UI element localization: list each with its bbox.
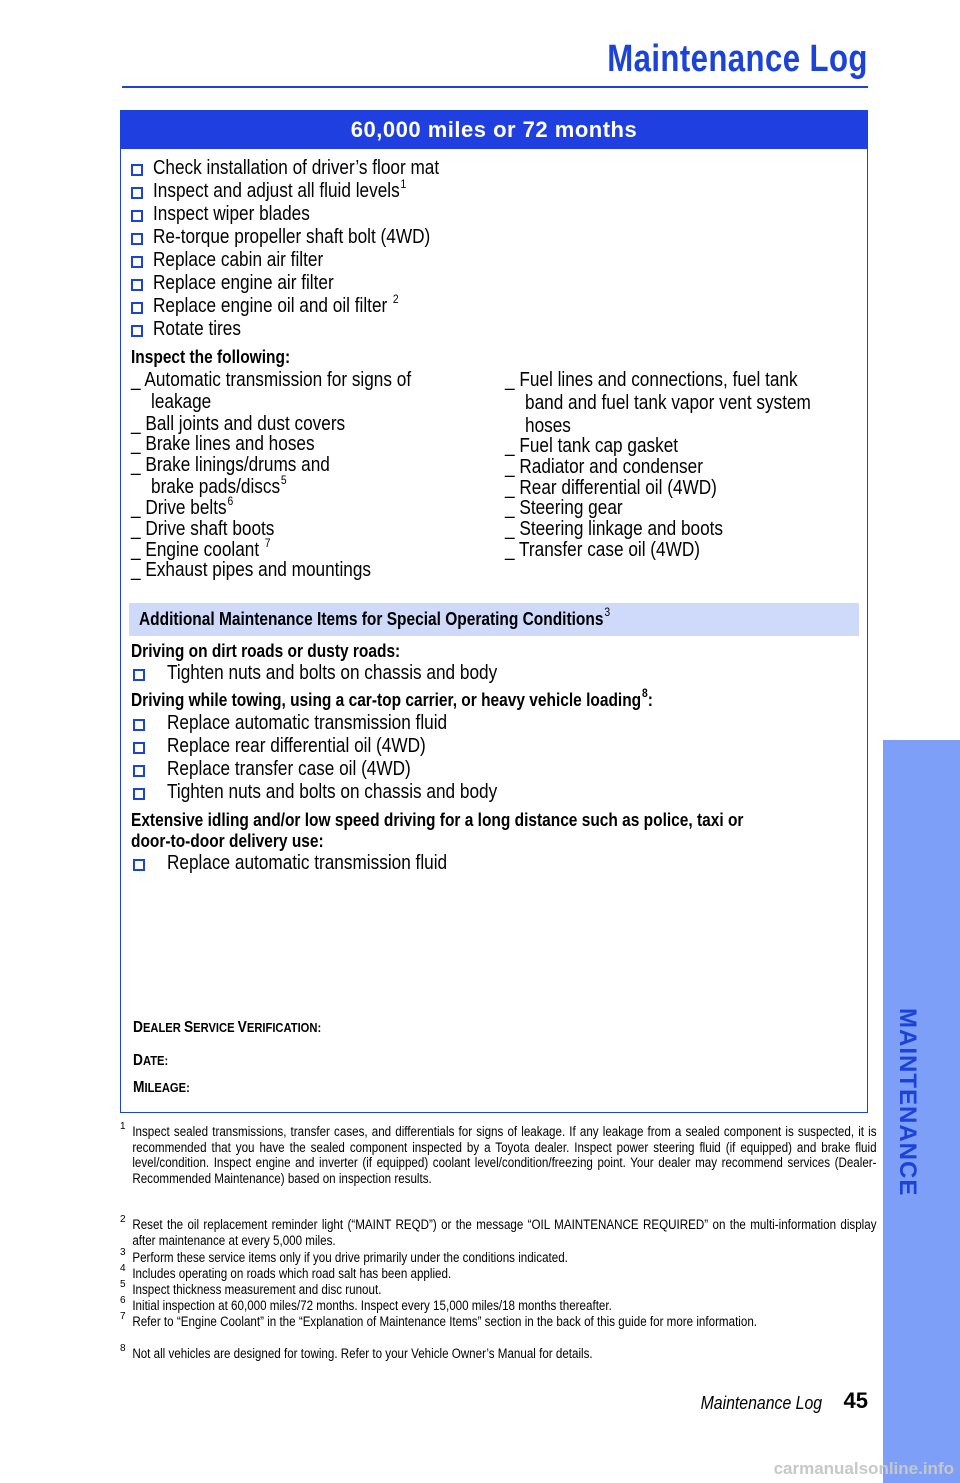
checklist-item: Inspect and adjust all fluid levels$^1$ <box>153 177 407 202</box>
inspect-item: _ Drive belts$^6$ <box>131 494 234 519</box>
condition-item: Replace automatic transmission fluid <box>167 852 448 874</box>
footnote-text: Not all vehicles are designed for towing. Refer to your Vehicle Owner’s Manual for details. <box>132 1346 593 1361</box>
footnote-text: Inspect sealed transmissions, transfer cases, and differentials for signs of leakage. If any leakage from a sealed component is suspected, it is recommended that you have the sealed component inspected by a Toyota dealer. Inspect power steering fluid (if equipped) and brake fluid level/condition. Inspect engine and inverter (if equipped) coolant level/condition/freezing point. Your dealer may recommend services (Dealer-Recommended Maintenance) based on inspection results. <box>132 1124 877 1186</box>
checkbox[interactable] <box>131 164 143 176</box>
checkbox[interactable] <box>133 788 145 800</box>
inspect-item: _ Ball joints and dust covers <box>131 413 346 435</box>
footnote-number: 1 <box>120 1121 126 1132</box>
inspect-item: _ Automatic transmission for signs of <box>131 369 412 391</box>
checkbox[interactable] <box>133 669 145 681</box>
footnote <box>120 1279 868 1298</box>
inspect-item: _ Rear differential oil (4WD) <box>505 477 717 499</box>
inspect-item: _ Exhaust pipes and mountings <box>131 559 372 581</box>
inspect-item: _ Steering gear <box>505 497 623 519</box>
footnote-number: 2 <box>120 1214 126 1225</box>
footnote-text: Inspect thickness measurement and disc runout. <box>132 1282 382 1297</box>
condition-item: Replace rear differential oil (4WD) <box>167 735 426 757</box>
inspect-item: _ Drive shaft boots <box>131 518 275 540</box>
inspect-item: _ Brake lines and hoses <box>131 433 315 455</box>
footnote <box>120 1263 868 1282</box>
inspect-item: _ Fuel tank cap gasket <box>505 435 679 457</box>
footnote-text: Refer to “Engine Coolant” in the “Explanation of Maintenance Items” section in the back of this guide for more information. <box>132 1314 758 1329</box>
maintenance-card <box>120 110 868 1113</box>
footnote-number: 4 <box>120 1263 126 1274</box>
inspect-item: _ Engine coolant $^7$ <box>131 536 271 561</box>
watermark: carmanualsonline.info <box>773 1459 954 1478</box>
checkbox[interactable] <box>131 256 143 268</box>
inspect-item: _ Fuel lines and connections, fuel tank <box>505 369 798 391</box>
checkbox[interactable] <box>131 210 143 222</box>
footnote <box>120 1311 868 1330</box>
checklist-item: Replace cabin air filter <box>153 249 324 271</box>
dealer-verification-label[interactable]: DEALER SERVICE VERIFICATION: <box>133 1019 322 1036</box>
additional-items-header <box>129 603 859 636</box>
additional-items-title: Additional Maintenance Items for Special Operating Conditions$^3$ <box>139 605 611 629</box>
side-tab-label: MAINTENANCE <box>894 1008 921 1197</box>
date-label[interactable]: DATE: <box>133 1052 169 1069</box>
footnote-text: Reset the oil replacement reminder light (“MAINT REQD”) or the message “OIL MAINTENANCE REQUIRED” on the multi-information display after maintenance at every 5,000 miles. <box>132 1217 877 1248</box>
mileage-label[interactable]: MILEAGE: <box>133 1079 190 1096</box>
inspect-item: band and fuel tank vapor vent system <box>525 392 811 414</box>
footnote-number: 8 <box>120 1343 126 1354</box>
checkbox[interactable] <box>131 233 143 245</box>
checklist-item: Replace engine air filter <box>153 272 334 294</box>
footnote <box>120 1214 877 1248</box>
condition-item: Replace automatic transmission fluid <box>167 712 448 734</box>
inspect-item: _ Transfer case oil (4WD) <box>505 539 700 561</box>
footnote <box>120 1343 868 1362</box>
inspect-item: brake pads/discs$^5$ <box>151 473 287 498</box>
checklist-item: Replace engine oil and oil filter $^2$ <box>153 292 399 317</box>
inspect-item: _ Radiator and condenser <box>505 456 703 478</box>
dirt-roads-heading: Driving on dirt roads or dusty roads: <box>131 641 401 661</box>
idling-heading-line1: Extensive idling and/or low speed driving for a long distance such as police, taxi or <box>131 810 744 830</box>
footnote-number: 7 <box>120 1311 126 1322</box>
footnote <box>120 1295 868 1314</box>
inspect-item: hoses <box>525 415 571 437</box>
footer-section-label: Maintenance Log <box>700 1393 822 1413</box>
checklist-item: Rotate tires <box>153 318 241 340</box>
page-number: 45 <box>843 1388 868 1413</box>
checkbox[interactable] <box>133 719 145 731</box>
checkbox[interactable] <box>133 859 145 871</box>
checkbox[interactable] <box>133 742 145 754</box>
checkbox[interactable] <box>133 765 145 777</box>
footnote-number: 5 <box>120 1279 126 1290</box>
towing-heading: Driving while towing, using a car-top carrier, or heavy vehicle loading$^8$: <box>131 686 653 710</box>
inspect-item: _ Brake linings/drums and <box>131 454 330 476</box>
footnote <box>120 1121 877 1186</box>
side-section-tab[interactable] <box>883 740 960 1483</box>
footnote <box>120 1247 868 1266</box>
card-header: 60,000 miles or 72 months <box>121 111 867 149</box>
checkbox[interactable] <box>131 279 143 291</box>
footnote-number: 3 <box>120 1247 126 1258</box>
condition-item: Tighten nuts and bolts on chassis and body <box>167 781 498 803</box>
page-title: Maintenance Log <box>607 38 868 80</box>
checkbox[interactable] <box>131 187 143 199</box>
checkbox[interactable] <box>131 302 143 314</box>
footnote-number: 6 <box>120 1295 126 1306</box>
idling-heading-line2: door-to-door delivery use: <box>131 831 324 851</box>
checklist-item: Re-torque propeller shaft bolt (4WD) <box>153 226 431 248</box>
inspect-heading: Inspect the following: <box>131 347 291 367</box>
inspect-item: _ Steering linkage and boots <box>505 518 724 540</box>
footnote-text: Initial inspection at 60,000 miles/72 months. Inspect every 15,000 miles/18 months thereafter. <box>132 1298 612 1313</box>
checklist-item: Inspect wiper blades <box>153 203 310 225</box>
footnote-text: Perform these service items only if you drive primarily under the conditions indicated. <box>132 1250 568 1265</box>
inspect-item: leakage <box>151 391 212 413</box>
checkbox[interactable] <box>131 325 143 337</box>
checklist-item: Check installation of driver’s floor mat <box>153 157 440 179</box>
condition-item: Replace transfer case oil (4WD) <box>167 758 411 780</box>
condition-item: Tighten nuts and bolts on chassis and body <box>167 662 498 684</box>
footnote-text: Includes operating on roads which road salt has been applied. <box>132 1266 452 1281</box>
title-divider <box>122 86 868 88</box>
